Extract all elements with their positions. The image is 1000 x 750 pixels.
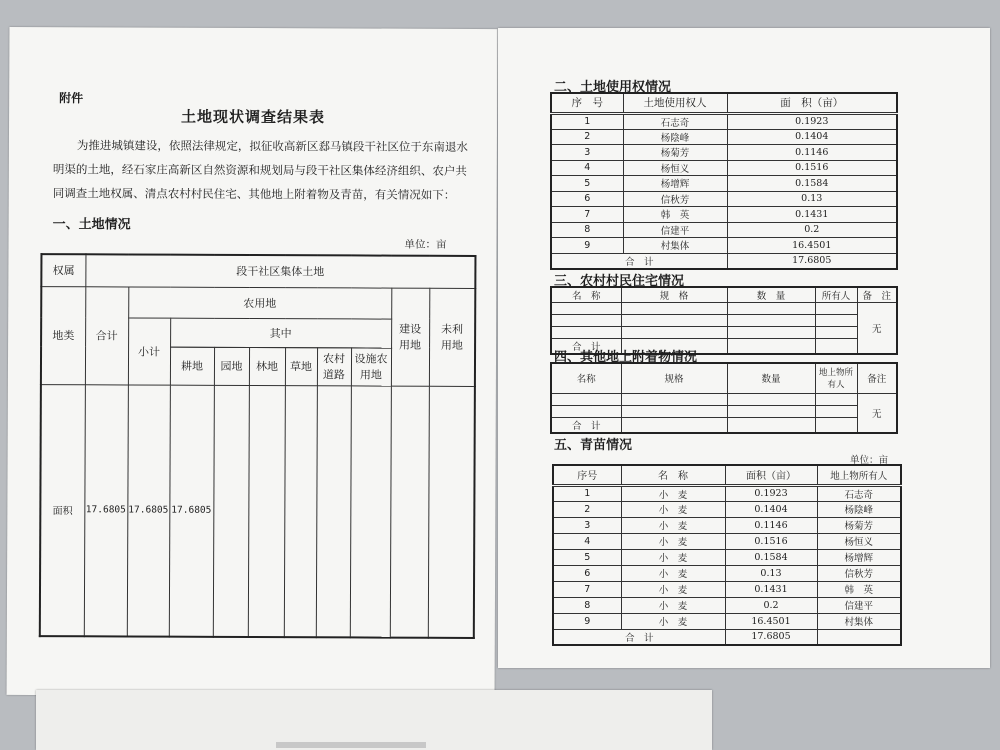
construction-header: 建设用地: [391, 288, 429, 386]
table-row: [551, 207, 897, 223]
unused-header: 未利用地: [429, 288, 476, 386]
land-use-header-holder: 土地使用权人: [623, 93, 727, 113]
row-crop: 小 麦: [621, 613, 725, 629]
row-holder: 村集体: [623, 238, 727, 254]
row-area: 0.2: [727, 222, 897, 238]
row-owner: 信秋芳: [817, 565, 901, 581]
attach-header-spec: 规格: [621, 363, 727, 393]
table-row: [553, 565, 901, 581]
section-2-heading: 二、土地使用权情况: [554, 80, 672, 95]
crops-total-label: 合 计: [553, 629, 725, 645]
subtotal-header: 小计: [128, 317, 170, 384]
row-holder: 杨恒义: [623, 160, 727, 176]
table-row: [553, 517, 901, 533]
land-use-total-label: 合 计: [551, 253, 727, 269]
row-owner: 杨增辉: [817, 549, 901, 565]
table-row: [553, 549, 901, 565]
housing-header-owner: 所有人: [815, 287, 857, 303]
row-area: 0.1923: [725, 485, 817, 501]
row-crop: 小 麦: [621, 517, 725, 533]
section-5-heading: 五、青苗情况: [554, 438, 633, 453]
col-cultivated: 耕地: [170, 347, 214, 385]
housing-total-label: 合 计: [551, 339, 621, 355]
row-area: 0.1404: [727, 129, 897, 145]
row-no: 6: [551, 191, 623, 207]
farmland-header: 农用地: [128, 286, 391, 318]
row-crop: 小 麦: [621, 581, 725, 597]
table-row: [553, 485, 901, 501]
attachments-table: [550, 362, 898, 434]
col-facility-farmland: 设施农用地: [351, 347, 391, 385]
col-orchard: 园地: [214, 347, 249, 385]
row-area: 0.1431: [725, 581, 817, 597]
row-owner: 石志奇: [817, 485, 901, 501]
ownership-value: 段干社区集体土地: [85, 254, 475, 288]
crops-header-name: 名 称: [621, 465, 725, 485]
table-row: [553, 501, 901, 517]
table-row: [551, 113, 897, 129]
row-no: 2: [553, 501, 621, 517]
row-no: 9: [553, 613, 621, 629]
faint-text-line: [276, 742, 426, 748]
row-no: 8: [553, 597, 621, 613]
row-no: 7: [551, 207, 623, 223]
attach-header-name: 名称: [551, 363, 621, 393]
attach-header-remark: 备注: [857, 363, 897, 393]
row-crop: 小 麦: [621, 501, 725, 517]
left-page: [7, 27, 498, 697]
row-owner: 杨陰峰: [817, 501, 901, 517]
crops-header-owner: 地上物所有人: [817, 465, 901, 485]
row-area: 0.1146: [725, 517, 817, 533]
row-owner: 韩 英: [817, 581, 901, 597]
row-holder: 杨增辉: [623, 176, 727, 192]
row-area: 0.13: [727, 191, 897, 207]
row-no: 7: [553, 581, 621, 597]
row-crop: 小 麦: [621, 549, 725, 565]
land-table: [39, 253, 477, 639]
row-area: 0.2: [725, 597, 817, 613]
housing-header-name: 名 称: [551, 287, 621, 303]
subtotal-value: 17.6805: [127, 384, 170, 636]
intro-paragraph: 为推进城镇建设，依照法律规定，拟征收高新区郄马镇段干社区位于东南退水明渠的土地，经石家庄高新区自然资源和规划局与段干社区集体经济组织、农户共同调查土地权属、清点农村村民住宅、其他地上附着物及青苗，有关情况如下：: [52, 138, 468, 202]
attach-header-qty: 数量: [727, 363, 815, 393]
unit-label: 单位：亩: [404, 238, 447, 251]
row-owner: 信建平: [817, 597, 901, 613]
attach-remark: 无: [857, 393, 897, 433]
row-no: 3: [553, 517, 621, 533]
row-holder: 信建平: [623, 222, 727, 238]
row-crop: 小 麦: [621, 565, 725, 581]
row-no: 9: [551, 238, 623, 254]
table-row: [551, 176, 897, 192]
section-1-heading: 一、土地情况: [52, 217, 131, 233]
table-row: [553, 613, 901, 629]
row-holder: 杨菊芳: [623, 145, 727, 161]
row-crop: 小 麦: [621, 533, 725, 549]
col-rural-road: 农村道路: [317, 347, 351, 385]
row-no: 4: [553, 533, 621, 549]
housing-header-spec: 规 格: [621, 287, 727, 303]
row-area: 0.1923: [727, 113, 897, 129]
cultivated-value: 17.6805: [169, 385, 214, 637]
row-crop: 小 麦: [621, 485, 725, 501]
row-no: 1: [551, 113, 623, 129]
row-owner: 村集体: [817, 613, 901, 629]
row-area: 0.1516: [725, 533, 817, 549]
table-row: [551, 129, 897, 145]
crops-header-area: 面积（亩）: [725, 465, 817, 485]
row-area: 0.1404: [725, 501, 817, 517]
land-use-header-area: 面 积（亩）: [727, 93, 897, 113]
land-use-header-no: 序 号: [551, 93, 623, 113]
right-page: [498, 28, 990, 668]
row-owner: 杨恒义: [817, 533, 901, 549]
document-title: 土地现状调查结果表: [181, 107, 326, 127]
area-label: 面积: [40, 384, 85, 636]
housing-table: [550, 286, 898, 355]
row-no: 6: [553, 565, 621, 581]
row-no: 5: [551, 176, 623, 192]
land-use-table: [550, 92, 898, 270]
row-area: 16.4501: [725, 613, 817, 629]
crops-unit-label: 单位：亩: [850, 455, 889, 466]
housing-remark: 无: [857, 303, 897, 355]
total-header: 合计: [85, 286, 128, 384]
table-row: [553, 581, 901, 597]
row-no: 3: [551, 145, 623, 161]
table-row: [553, 597, 901, 613]
attach-total-label: 合 计: [551, 417, 621, 433]
row-area: 0.1584: [725, 549, 817, 565]
row-area: 0.1431: [727, 207, 897, 223]
col-forest: 林地: [249, 347, 285, 385]
row-area: 0.1516: [727, 160, 897, 176]
row-crop: 小 麦: [621, 597, 725, 613]
table-row: [551, 222, 897, 238]
attachment-label: 附件: [59, 91, 84, 106]
row-no: 1: [553, 485, 621, 501]
section-4-heading: 四、其他地上附着物情况: [554, 350, 698, 365]
row-area: 16.4501: [727, 238, 897, 254]
col-grass: 草地: [285, 347, 317, 385]
row-holder: 杨陰峰: [623, 129, 727, 145]
total-value: 17.6805: [84, 384, 128, 636]
row-area: 0.1146: [727, 145, 897, 161]
category-label: 地类: [41, 286, 85, 384]
row-owner: 杨菊芳: [817, 517, 901, 533]
row-holder: 韩 英: [623, 207, 727, 223]
housing-header-remark: 备 注: [857, 287, 897, 303]
land-use-total-value: 17.6805: [727, 253, 897, 269]
row-holder: 石志奇: [623, 113, 727, 129]
row-holder: 信秋芳: [623, 191, 727, 207]
row-area: 0.1584: [727, 176, 897, 192]
row-no: 8: [551, 222, 623, 238]
table-row: [551, 238, 897, 254]
housing-header-qty: 数 量: [727, 287, 815, 303]
ownership-label: 权属: [41, 254, 85, 286]
crops-header-no: 序号: [553, 465, 621, 485]
section-3-heading: 三、农村村民住宅情况: [554, 274, 685, 289]
table-row: [551, 145, 897, 161]
table-row: [553, 533, 901, 549]
crops-total-value: 17.6805: [725, 629, 817, 645]
row-no: 4: [551, 160, 623, 176]
among-header: 其中: [170, 318, 391, 348]
table-row: [551, 191, 897, 207]
row-no: 5: [553, 549, 621, 565]
background-sheet: [36, 690, 712, 750]
crops-table: [552, 464, 902, 646]
row-area: 0.13: [725, 565, 817, 581]
attach-header-owner: 地上物所有人: [815, 363, 857, 393]
row-no: 2: [551, 129, 623, 145]
table-row: [551, 160, 897, 176]
